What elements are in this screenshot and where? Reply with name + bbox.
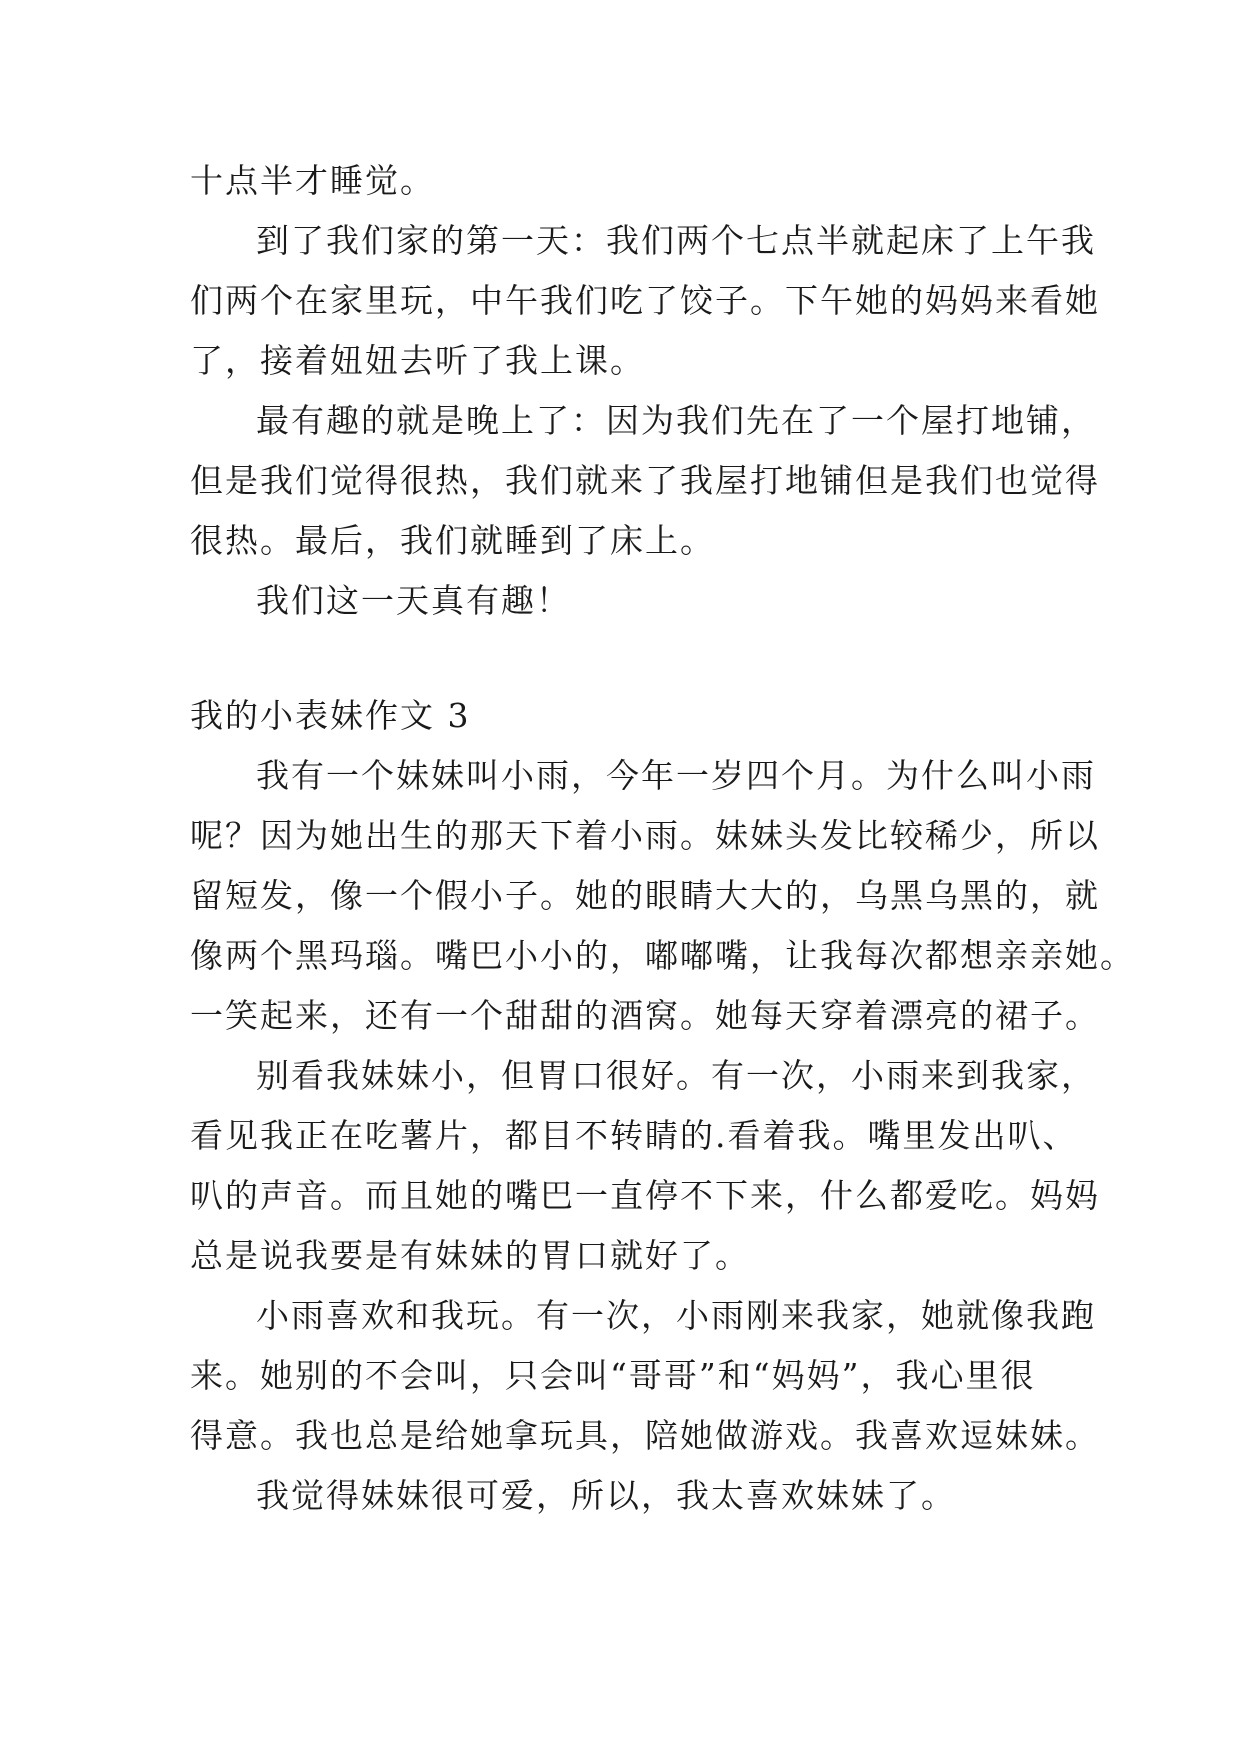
paragraph-line: 一笑起来，还有一个甜甜的酒窝。她每天穿着漂亮的裙子。 — [190, 996, 1100, 1035]
paragraph-line: 来。她别的不会叫，只会叫“哥哥”和“妈妈”，我心里很 — [190, 1356, 1036, 1395]
paragraph-line: 十点半才睡觉。 — [190, 161, 435, 200]
essay-title: 我的小表妹作文 3 — [190, 696, 471, 735]
paragraph-line: 最有趣的就是晚上了：因为我们先在了一个屋打地铺， — [256, 401, 1096, 440]
section-2-text — [190, 686, 1135, 1526]
paragraph-line: 很热。最后，我们就睡到了床上。 — [190, 521, 715, 560]
paragraph-line: 呢？因为她出生的那天下着小雨。妹妹头发比较稀少，所以 — [190, 816, 1100, 855]
paragraph-line: 留短发，像一个假小子。她的眼睛大大的，乌黑乌黑的，就 — [190, 876, 1100, 915]
paragraph-line: 我有一个妹妹叫小雨，今年一岁四个月。为什么叫小雨 — [256, 756, 1096, 795]
paragraph-line: 我觉得妹妹很可爱，所以，我太喜欢妹妹了。 — [256, 1476, 956, 1515]
paragraph-line: 了，接着妞妞去听了我上课。 — [190, 341, 645, 380]
section-1-text — [190, 151, 1100, 631]
paragraph-line: 总是说我要是有妹妹的胃口就好了。 — [190, 1236, 750, 1275]
paragraph-line: 叭的声音。而且她的嘴巴一直停不下来，什么都爱吃。妈妈 — [190, 1176, 1100, 1215]
paragraph-line: 到了我们家的第一天：我们两个七点半就起床了上午我 — [256, 221, 1096, 260]
paragraph-line: 们两个在家里玩，中午我们吃了饺子。下午她的妈妈来看她 — [190, 281, 1100, 320]
paragraph-line: 但是我们觉得很热，我们就来了我屋打地铺但是我们也觉得 — [190, 461, 1100, 500]
paragraph-line: 像两个黑玛瑙。嘴巴小小的，嘟嘟嘴，让我每次都想亲亲她。 — [190, 936, 1135, 975]
paragraph-line: 看见我正在吃薯片，都目不转睛的.看着我。嘴里发出叭、 — [190, 1116, 1078, 1155]
paragraph-line: 我们这一天真有趣！ — [256, 581, 571, 620]
paragraph-line: 别看我妹妹小，但胃口很好。有一次，小雨来到我家， — [256, 1056, 1096, 1095]
paragraph-line: 得意。我也总是给她拿玩具，陪她做游戏。我喜欢逗妹妹。 — [190, 1416, 1100, 1455]
paragraph-line: 小雨喜欢和我玩。有一次，小雨刚来我家，她就像我跑 — [256, 1296, 1096, 1335]
